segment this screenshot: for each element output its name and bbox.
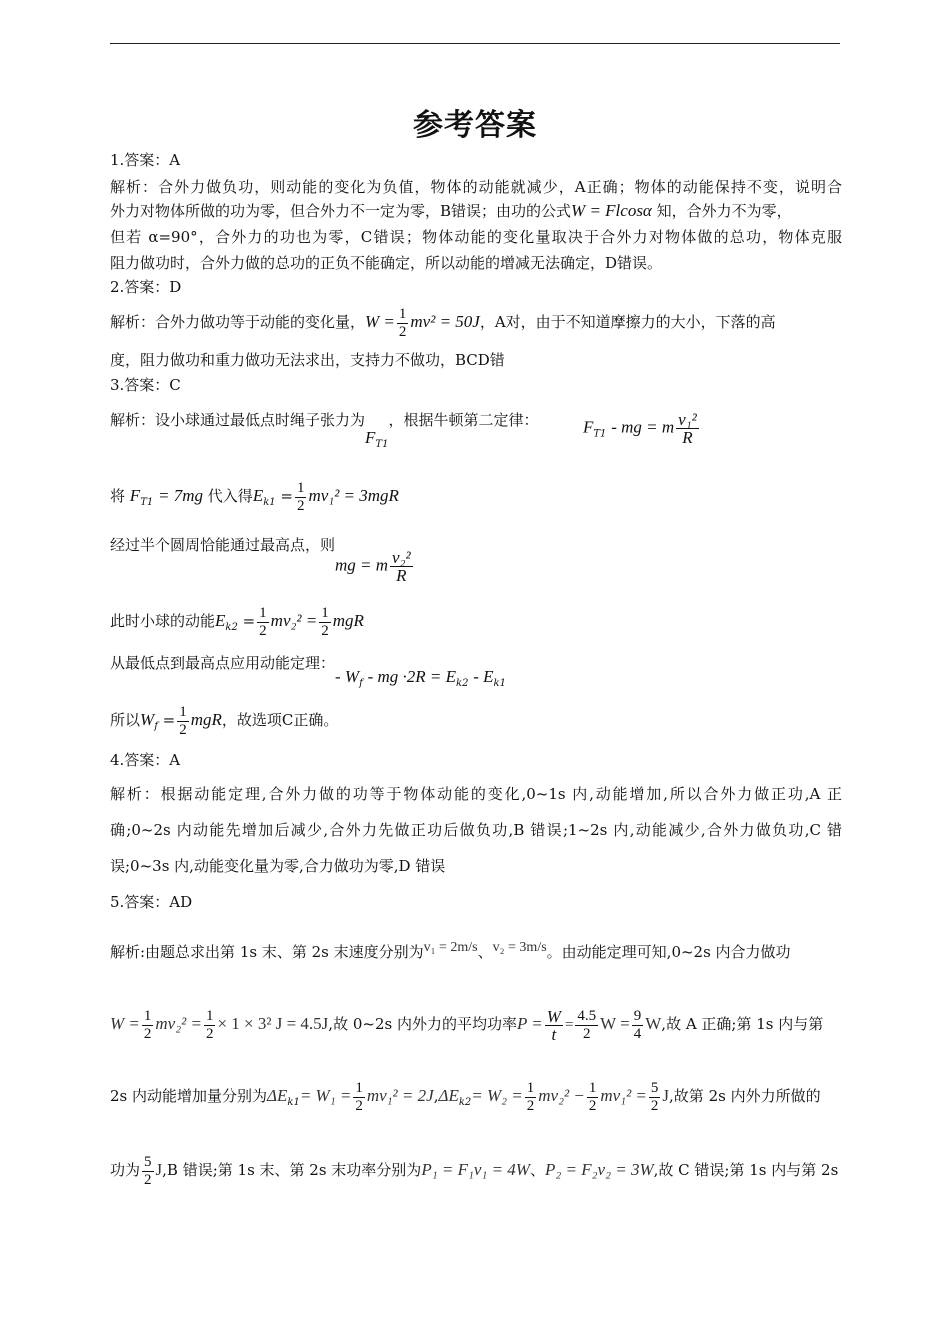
q3-line-1b: ，根据牛顿第二定律： (388, 411, 539, 429)
q5-l3-frac1-num: 1 (355, 1079, 363, 1096)
q3-line-3 (110, 530, 842, 590)
q3-l5-eq2: - mg ·2R = E (367, 667, 457, 686)
q5-l3-frac2-num: 1 (526, 1079, 535, 1096)
q5-l2-frac1 (142, 1008, 154, 1043)
q5-l2-pfrac3 (632, 1008, 644, 1043)
page-title: 参考答案 (413, 108, 537, 143)
q2-answer: 2.答案：D (110, 278, 182, 296)
q3-l5-eq3: - E (473, 667, 494, 686)
q5-l4-unit: J (155, 1160, 163, 1179)
q5-l3-frac2 (525, 1080, 537, 1115)
q5-v1: v₁ = 2m/s (423, 940, 478, 955)
q3-line-1a: 解析：设小球通过最低点时绳子张力为 (110, 411, 366, 429)
q3-l2-eksub: k1 (263, 497, 276, 508)
q3-ft1-sub: T1 (375, 439, 389, 450)
q5-l3-unit: J (662, 1086, 670, 1105)
q5-l3-frac4-num: 5 (650, 1079, 659, 1096)
q5-l4-sep: 、 (529, 1161, 545, 1179)
q3-line-1 (110, 405, 842, 465)
q5-line-2b: ,故 0~2s 内外力的平均功率 (328, 1015, 517, 1033)
q5-l2-peq: = (564, 1017, 574, 1033)
q5-l2-pfrac1 (545, 1008, 563, 1043)
q3-l6-wsub: f (154, 721, 158, 732)
q3-l5-eq3sub: k1 (493, 678, 506, 689)
q2-formula-w: W = (365, 312, 395, 331)
q5-l2-eq-c: × 1 × 3² J = 4.5J (217, 1014, 329, 1033)
q5-l3-frac4 (649, 1080, 661, 1115)
q5-l3-frac1 (353, 1080, 365, 1115)
q3-eq1-fsub: T1 (593, 428, 607, 440)
q5-l3-e1c: mv₁² = 2J (366, 1086, 434, 1105)
q5-l3-e2: ΔE (438, 1086, 459, 1105)
q2-fraction (397, 306, 409, 341)
q3-l3-den: R (396, 565, 407, 585)
q3-l2-ek: E (252, 486, 264, 505)
q3-l4-eq: mv₂² = (270, 611, 318, 630)
q3-l5-eq2sub: k2 (456, 678, 469, 689)
q3-l4-frac2 (319, 605, 331, 640)
q3-eq1-frac (676, 411, 699, 446)
q3-line-6: 所以$W_f$ = $\frac{1}{2}$ mgR，故选项C正确。 (110, 703, 339, 738)
q4-line-2: 确;0~2s 内动能先增加后减少,合外力先做正功后做负功,B 错误;1~2s 内,动能减少,合外力做负功,C 错 (110, 821, 842, 839)
q5-line-2 (110, 1000, 842, 1050)
q1-formula: W = Flcosα (571, 201, 652, 220)
q5-l3-e1: ΔE (267, 1086, 288, 1105)
q5-l4-frac-num: 5 (144, 1153, 152, 1170)
q3-l6-frac-num: 1 (179, 703, 187, 720)
q5-l3-frac3 (587, 1080, 599, 1115)
q5-l2-eq-b: mv₂² = (155, 1014, 202, 1033)
q3-l6-frac-den: 2 (179, 721, 187, 738)
q3-line-5 (110, 652, 842, 696)
q3-l3-num: v₂² (392, 547, 411, 567)
q5-l3-e1b: = W₁ = (299, 1086, 352, 1105)
q5-l3-e2d: mv₁² = (600, 1086, 647, 1105)
q3-line-5a: 从最低点到最高点应用动能定理： (110, 654, 336, 672)
q3-l3-eq: mg = m (335, 555, 389, 574)
q1-line-4: 阻力做功时，合外力做的总功的正负不能确定，所以动能的增减无法确定，D错误。 (110, 254, 663, 272)
q3-line-2: 将 $F_{T1} = 7mg$ 代入得$E_{k1}$ = $\frac{1}{2}$ mv₁² = 3mgR (110, 479, 399, 514)
q3-l5-eqsub: f (359, 678, 363, 689)
q5-l4-p2: P₂ = F₂v₂ = 3W (544, 1160, 654, 1179)
q3-line-6b: ，故选项C正确。 (221, 711, 339, 729)
q3-line-4a: 此时小球的动能 (110, 612, 216, 630)
q5-l2-pfrac3-num: 9 (633, 1007, 642, 1024)
q1-line-1: 解析：合外力做负功，则动能的变化为负值，物体的动能就减少，A正确；物体的动能保持不变，说明合 (110, 178, 842, 196)
q5-l2-p: P = (516, 1014, 543, 1033)
q3-line-2b: 代入得 (207, 487, 253, 505)
q5-l3-frac2-den: 2 (526, 1097, 535, 1114)
q3-line-6a: 所以 (110, 711, 141, 729)
q5-line-3b: ,故第 2s 内外力所做的 (669, 1087, 821, 1105)
q3-l2-eq2: mv₁² = 3mgR (308, 486, 399, 505)
q3-eq1-left: - mg = m (611, 417, 675, 437)
q5-l4-frac (142, 1154, 154, 1189)
q3-eq1-num: v₁² (678, 410, 697, 429)
q3-l4-eksub: k2 (225, 622, 238, 633)
q3-line-4: 此时小球的动能$E_{k2}$ = $\frac{1}{2}$ mv₂² = $\frac{1}{2}$ mgR (110, 604, 364, 639)
q5-line-1b: 。由动能定理可知,0~2s 内合力做功 (546, 943, 791, 961)
q2-line-1a: 解析：合外力做功等于动能的变化量， (110, 313, 366, 331)
q5-answer: 5.答案：AD (110, 893, 193, 911)
q5-l2-pfrac2 (575, 1008, 598, 1043)
q2-line-1b: ，A对，由于不知道摩擦力的大小，下落的高 (479, 313, 776, 331)
q3-eq1-f: F (583, 417, 594, 437)
q5-l3-e1sub: k1 (287, 1097, 300, 1108)
q5-line-2c: ,故 A 正确;第 1s 内与第 (661, 1015, 824, 1033)
q5-l4-p1: P₁ = F₁v₁ = 4W (421, 1160, 530, 1179)
q3-l4-frac1-den: 2 (259, 622, 267, 639)
q3-l4-frac1-num: 1 (259, 604, 267, 621)
q2-formula-rest: mv² = 50J (410, 312, 480, 331)
q5-line-1 (110, 935, 842, 965)
q5-l2-pw2: W (645, 1014, 662, 1033)
q3-line-3a: 经过半个圆周恰能通过最高点，则 (110, 536, 336, 554)
q5-line-4 (110, 1146, 842, 1196)
q5-l2-frac2-num: 1 (205, 1007, 214, 1024)
q3-line-2a: 将 (110, 487, 126, 505)
q3-l2-f: F (129, 486, 141, 505)
q5-l2-pfrac1-den: t (551, 1024, 557, 1044)
q2-frac-den: 2 (398, 323, 407, 340)
q5-l3-frac4-den: 2 (650, 1097, 659, 1114)
q5-l2-pfrac2-den: 2 (583, 1025, 591, 1042)
q5-l3-e2sub: k2 (458, 1097, 472, 1108)
q3-l2-fsub: T1 (140, 497, 154, 508)
q1-line-2b: 知，合外力不为零， (651, 202, 792, 220)
q3-l4-frac1 (257, 605, 269, 640)
q2-line-2: 度，阻力做功和重力做功无法求出，支持力不做功，BCD错 (110, 351, 505, 369)
q1-answer: 1.答案：A (110, 151, 181, 169)
q1-line-2a: 外力对物体所做的功为零，但合外力不一定为零，B错误；由功的公式 (110, 202, 572, 220)
q5-l2-eq-a: W = (110, 1014, 140, 1033)
q3-l2-eq: = 7mg (158, 486, 204, 505)
q3-l4-ek: E (215, 611, 226, 630)
q3-l6-frac (177, 704, 189, 739)
q5-l3-sep: , (433, 1087, 439, 1105)
q5-l3-frac1-den: 2 (355, 1097, 363, 1114)
q5-l2-pfrac1-num: W (546, 1006, 561, 1026)
q2-line-1 (110, 303, 842, 343)
header-rule (110, 43, 840, 44)
q3-l2-frac (295, 480, 307, 515)
q5-l2-frac2-den: 2 (205, 1025, 214, 1042)
q5-l2-pfrac3-den: 4 (633, 1025, 642, 1042)
q3-l6-w: W (140, 710, 155, 729)
q5-l2-frac1-den: 2 (143, 1025, 152, 1042)
q5-line-1a: 解析:由题总求出第 1s 末、第 2s 末速度分别为 (110, 943, 424, 961)
q5-line-4b: ,B 错误;第 1s 末、第 2s 末功率分别为 (162, 1161, 422, 1179)
q3-l3-frac (390, 549, 413, 584)
q5-l2-frac2 (204, 1008, 216, 1043)
q1-line-3: 但若 α=90°，合外力的功也为零，C错误；物体动能的变化量取决于合外力对物体做的总功，物体克服 (110, 228, 842, 246)
q1-line-2 (110, 201, 842, 221)
q2-frac-num: 1 (398, 305, 407, 322)
q5-l3-e2c: mv₂² − (538, 1086, 585, 1105)
q3-l5-eq: - W (335, 667, 360, 686)
q3-l2-frac-den: 2 (296, 497, 305, 514)
q5-l2-pfrac2-num: 4.5 (577, 1007, 597, 1024)
q5-line-3a: 2s 内动能增加量分别为 (110, 1087, 268, 1105)
q3-l6-tail: mgR (190, 710, 222, 729)
q3-ft1: F (365, 428, 376, 447)
q5-v2: v₂ = 3m/s (492, 940, 547, 955)
q5-sep: 、 (477, 943, 493, 961)
q5-line-4a: 功为 (110, 1161, 141, 1179)
q3-answer: 3.答案：C (110, 376, 181, 394)
q3-l2-frac-num: 1 (296, 479, 305, 496)
q4-line-1: 解析：根据动能定理,合外力做的功等于物体动能的变化,0~1s 内,动能增加,所以合外力做正功,A 正 (110, 785, 842, 803)
q5-l3-frac3-num: 1 (588, 1079, 597, 1096)
q5-l3-frac3-den: 2 (588, 1097, 597, 1114)
q3-eq1-den: R (682, 428, 693, 447)
q4-answer: 4.答案：A (110, 751, 181, 769)
q5-line-4c: ,故 C 错误;第 1s 内与第 2s (653, 1161, 839, 1179)
q3-l4-tail: mgR (332, 611, 364, 630)
q4-line-3: 误;0~3s 内,动能变化量为零,合力做功为零,D 错误 (110, 857, 446, 875)
q5-l4-frac-den: 2 (144, 1171, 152, 1188)
q5-l2-pw: W = (600, 1014, 630, 1033)
q3-l4-frac2-den: 2 (321, 622, 329, 639)
q3-newton-eq (583, 411, 701, 450)
q3-l4-frac2-num: 1 (321, 604, 329, 621)
q5-l2-frac1-num: 1 (143, 1007, 152, 1024)
q5-l3-e2b: = W₂ = (471, 1086, 523, 1105)
q5-line-3 (110, 1072, 842, 1122)
